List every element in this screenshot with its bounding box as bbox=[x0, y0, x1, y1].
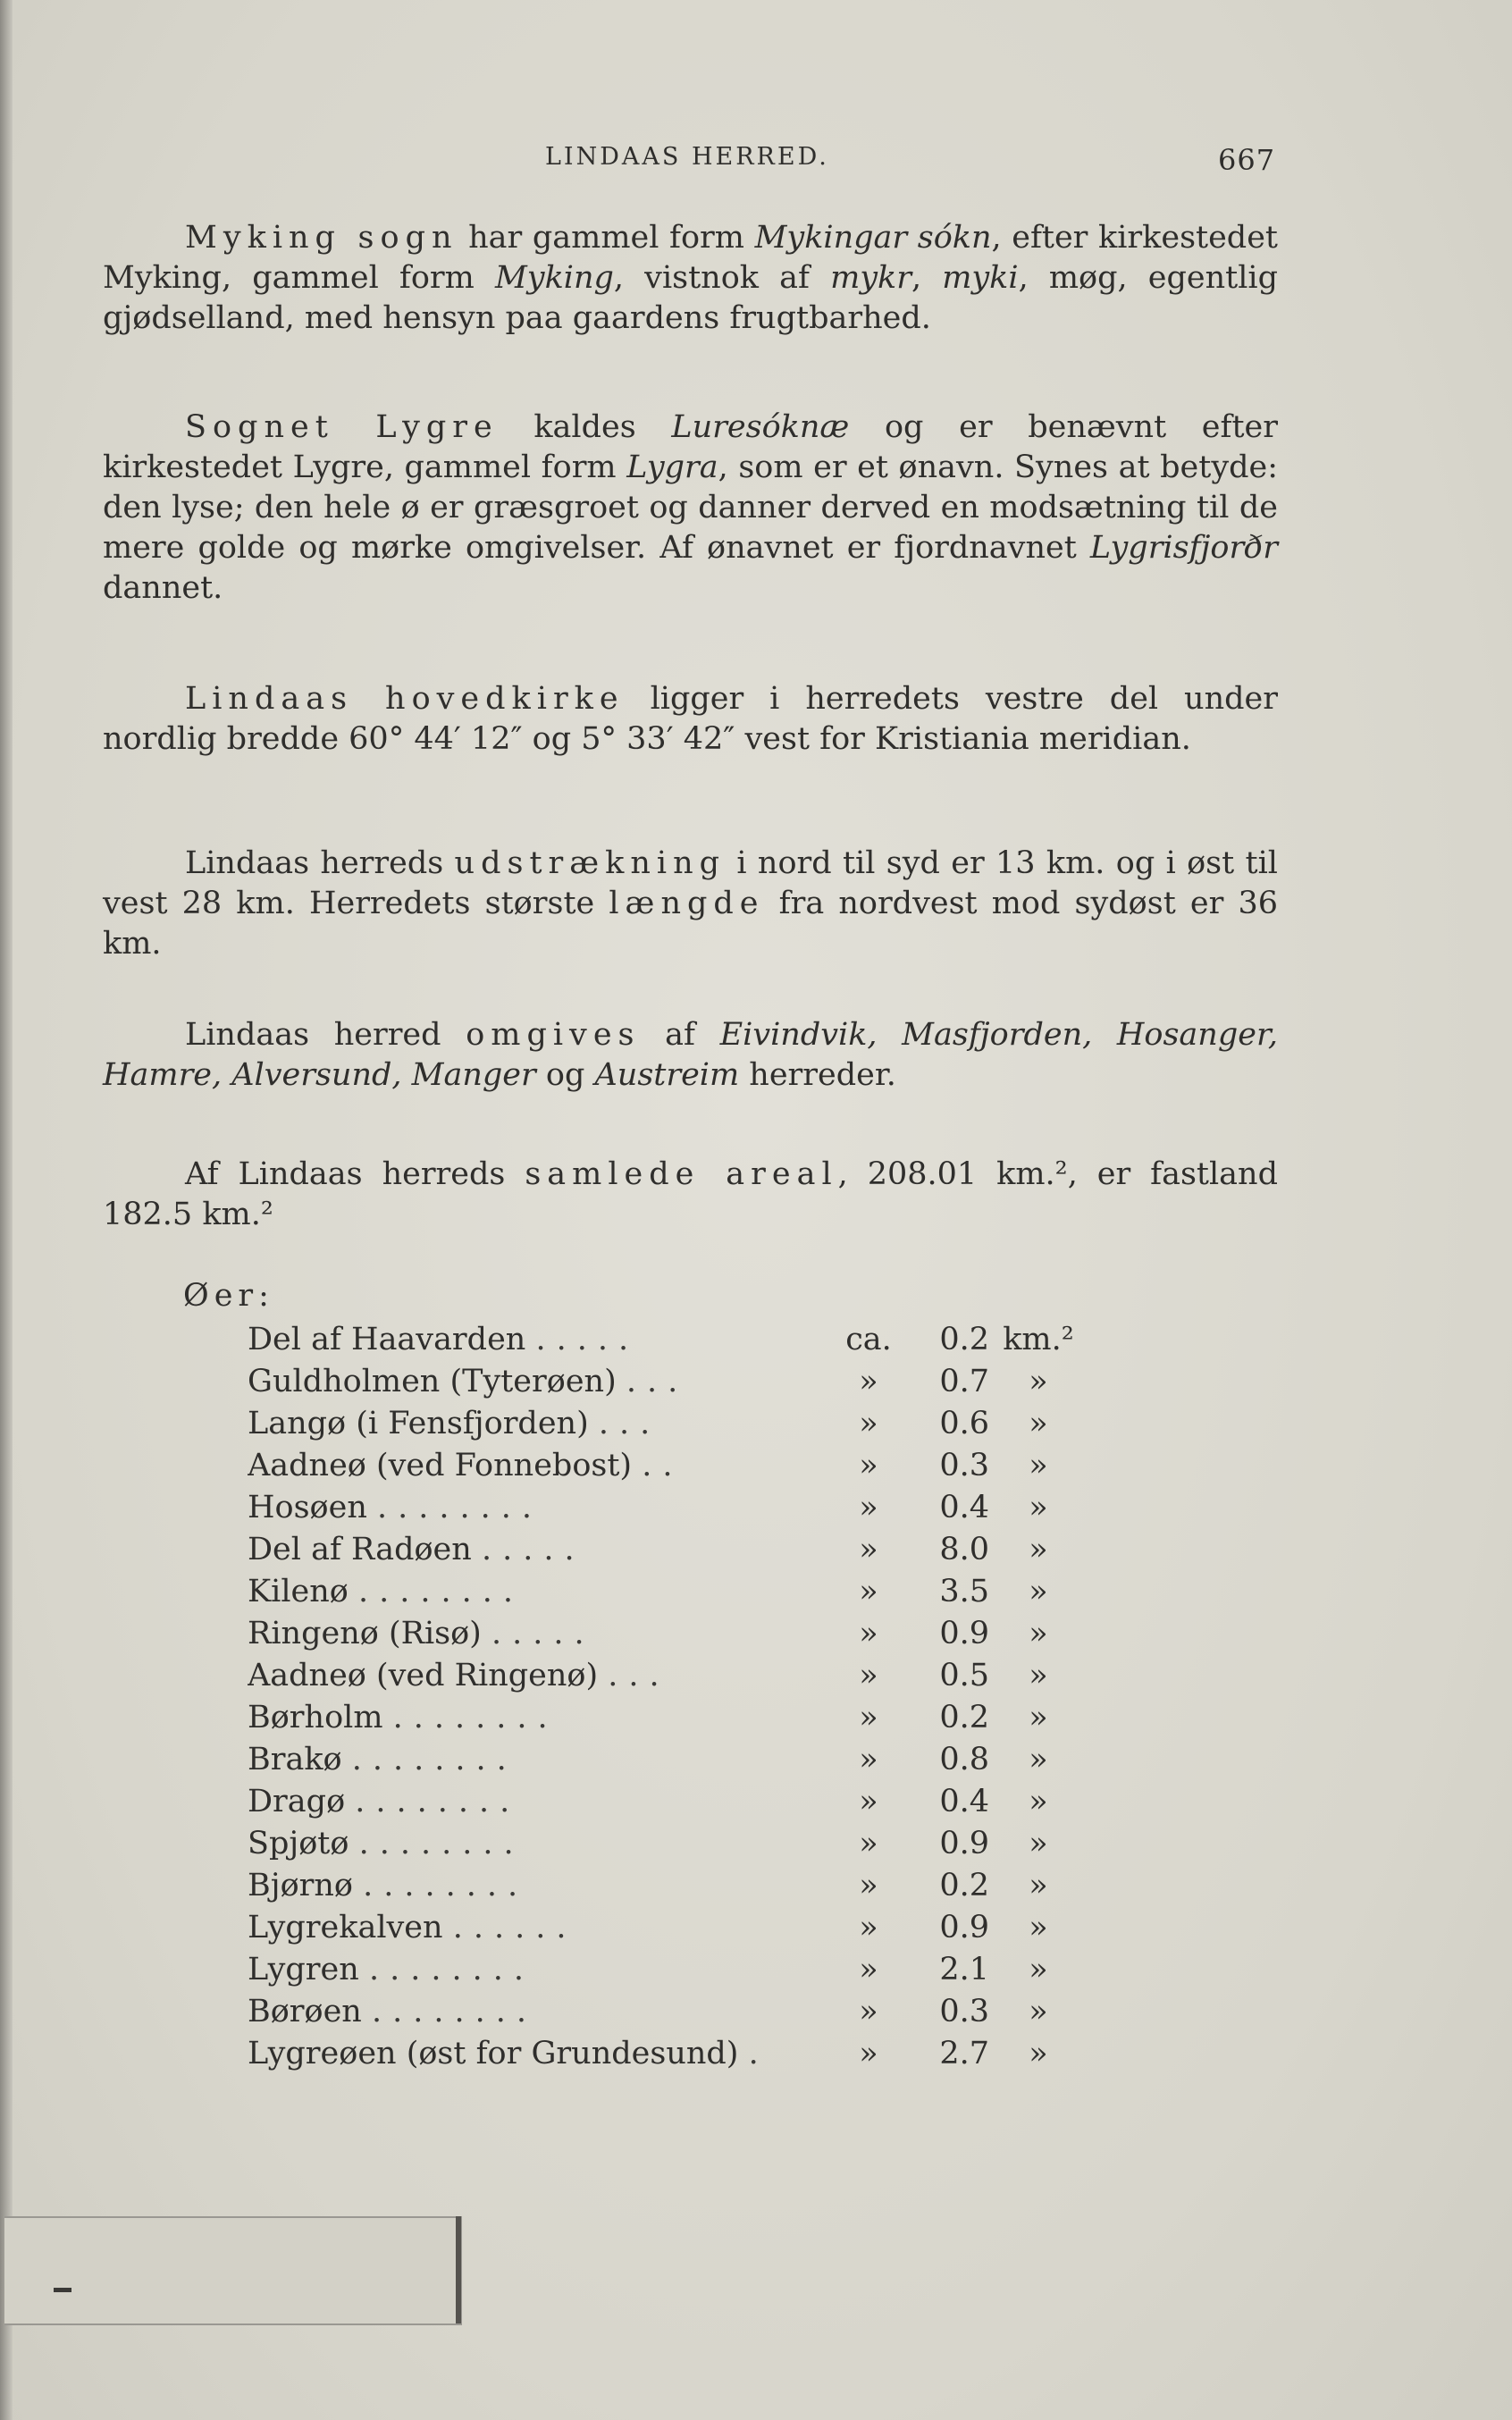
island-prefix: » bbox=[859, 1910, 878, 1945]
island-row bbox=[248, 1571, 1088, 1613]
island-name-cell bbox=[248, 1613, 828, 1655]
text: dannet. bbox=[103, 570, 223, 606]
island-name: Bjørnø bbox=[248, 1868, 353, 1903]
island-row bbox=[248, 1613, 1088, 1655]
text: , efter kirkestedet Myking, gammel form bbox=[103, 220, 1278, 296]
island-area: 0.6 bbox=[939, 1406, 989, 1441]
island-prefix: » bbox=[859, 1994, 878, 2029]
island-area: 0.4 bbox=[939, 1784, 989, 1819]
leader-dots: ........ bbox=[372, 1994, 538, 2029]
island-unit: » bbox=[1029, 1574, 1048, 1609]
island-prefix: » bbox=[859, 1532, 878, 1567]
island-prefix: » bbox=[859, 1490, 878, 1525]
leader-dots: ........ bbox=[358, 1574, 525, 1609]
island-unit: » bbox=[1029, 1994, 1048, 2029]
island-name: Brakø bbox=[248, 1742, 342, 1777]
paragraph-omgives bbox=[103, 1015, 1278, 1096]
island-name: Langø (i Fensfjorden) bbox=[248, 1406, 589, 1441]
text: , vistnok af bbox=[613, 260, 831, 296]
island-name-cell bbox=[248, 1949, 828, 1991]
island-unit: » bbox=[1029, 1910, 1048, 1945]
paragraph-udstraekning bbox=[103, 844, 1278, 964]
spaced-term: Sognet Lygre bbox=[185, 409, 499, 445]
island-name: Kilenø bbox=[248, 1574, 349, 1609]
island-name-cell bbox=[248, 1697, 828, 1739]
island-prefix: » bbox=[859, 1616, 878, 1651]
island-name: Aadneø (ved Fonnebost) bbox=[248, 1448, 633, 1483]
island-unit: » bbox=[1029, 1784, 1048, 1819]
island-unit: » bbox=[1029, 1952, 1048, 1987]
island-name-cell bbox=[248, 1319, 828, 1361]
island-name: Del af Radøen bbox=[248, 1532, 472, 1567]
island-name-cell bbox=[248, 2033, 828, 2075]
island-unit: » bbox=[1029, 2036, 1048, 2071]
island-area: 0.9 bbox=[939, 1826, 989, 1861]
text: , 208.01 km.², er fastland 182.5 km.² bbox=[103, 1156, 1278, 1232]
island-prefix: » bbox=[859, 1742, 878, 1777]
island-unit: » bbox=[1029, 1742, 1048, 1777]
island-area: 0.3 bbox=[939, 1994, 989, 2029]
paragraph-lygre bbox=[103, 408, 1278, 609]
italic-term: Lygra bbox=[626, 450, 718, 485]
island-unit: km.² bbox=[1003, 1322, 1074, 1357]
island-unit: » bbox=[1029, 1532, 1048, 1567]
island-name-cell bbox=[248, 1907, 828, 1949]
text: kaldes bbox=[498, 409, 672, 445]
italic-term: Austreim bbox=[594, 1057, 740, 1093]
italic-term: Mykingar sókn bbox=[754, 220, 992, 256]
spaced-term: Myking sogn bbox=[185, 220, 458, 256]
leader-dots: ........ bbox=[358, 1826, 525, 1861]
label-mark bbox=[54, 2288, 71, 2292]
island-unit: » bbox=[1029, 1490, 1048, 1525]
island-name: Spjøtø bbox=[248, 1826, 349, 1861]
leader-dots: ..... bbox=[535, 1322, 640, 1357]
italic-term: Luresóknæ bbox=[671, 409, 850, 445]
island-prefix: ca. bbox=[845, 1322, 892, 1357]
island-name: Aadneø (ved Ringenø) bbox=[248, 1658, 599, 1693]
text: fra nordvest mod sydøst er 36 km. bbox=[103, 886, 1278, 962]
island-name-cell bbox=[248, 1739, 828, 1781]
island-area: 0.3 bbox=[939, 1448, 989, 1483]
spaced-term: Lindaas hovedkirke bbox=[185, 681, 625, 717]
text: Af Lindaas herreds bbox=[185, 1156, 525, 1192]
text: i nord til syd er 13 km. og i øst til vest 28 km. Herredets største bbox=[103, 845, 1278, 921]
leader-dots: ........ bbox=[363, 1868, 529, 1903]
spaced-term: samlede areal bbox=[525, 1156, 838, 1192]
island-unit: » bbox=[1029, 1658, 1048, 1693]
island-name: Lygren bbox=[248, 1952, 359, 1987]
page-edge bbox=[0, 0, 13, 2420]
text: herreder. bbox=[739, 1057, 896, 1093]
italic-term: Eivindvik, Masfjorden, Hosanger, Hamre, Alversund, Manger bbox=[103, 1017, 1278, 1093]
island-prefix: » bbox=[859, 1868, 878, 1903]
text: og er benævnt efter kirkestedet Lygre, gammel form bbox=[103, 409, 1278, 485]
island-name: Lygreøen (øst for Grundesund) bbox=[248, 2036, 739, 2071]
island-area: 0.9 bbox=[939, 1616, 989, 1651]
leader-dots: ..... bbox=[481, 1532, 585, 1567]
island-prefix: » bbox=[859, 1952, 878, 1987]
island-area: 0.2 bbox=[939, 1700, 989, 1735]
paragraph-areal bbox=[103, 1155, 1278, 1235]
island-area: 0.2 bbox=[939, 1322, 989, 1357]
island-unit: » bbox=[1029, 1826, 1048, 1861]
spaced-term: længde bbox=[609, 886, 765, 921]
leader-dots: ........ bbox=[355, 1784, 521, 1819]
island-row bbox=[248, 1487, 1088, 1529]
island-unit: » bbox=[1029, 1616, 1048, 1651]
island-row bbox=[248, 1781, 1088, 1823]
island-name: Ringenø (Risø) bbox=[248, 1616, 482, 1651]
island-name: Hosøen bbox=[248, 1490, 367, 1525]
leader-dots: ..... bbox=[491, 1616, 595, 1651]
island-prefix: » bbox=[859, 1826, 878, 1861]
island-row bbox=[248, 1991, 1088, 2033]
island-name-cell bbox=[248, 1487, 828, 1529]
italic-term: mykr bbox=[830, 260, 911, 296]
text: , bbox=[911, 260, 943, 296]
island-name: Børholm bbox=[248, 1700, 383, 1735]
library-label bbox=[4, 2216, 462, 2325]
page-header bbox=[0, 143, 1512, 179]
island-unit: » bbox=[1029, 1700, 1048, 1735]
island-row bbox=[248, 1529, 1088, 1571]
island-name: Dragø bbox=[248, 1784, 346, 1819]
island-prefix: » bbox=[859, 1574, 878, 1609]
island-prefix: » bbox=[859, 2036, 878, 2071]
island-area: 2.1 bbox=[939, 1952, 989, 1987]
spaced-term: omgives bbox=[466, 1017, 641, 1053]
island-name: Del af Haavarden bbox=[248, 1322, 526, 1357]
island-row bbox=[248, 1949, 1088, 1991]
text: Lindaas herred bbox=[185, 1017, 466, 1053]
island-prefix: » bbox=[859, 1658, 878, 1693]
island-unit: » bbox=[1029, 1364, 1048, 1399]
island-area: 0.2 bbox=[939, 1868, 989, 1903]
leader-dots: ........ bbox=[392, 1700, 559, 1735]
island-area: 0.7 bbox=[939, 1364, 989, 1399]
island-area: 0.5 bbox=[939, 1658, 989, 1693]
island-name: Børøen bbox=[248, 1994, 362, 2029]
paragraph-hovedkirke bbox=[103, 679, 1278, 760]
leader-dots: ........ bbox=[368, 1952, 534, 1987]
island-name-cell bbox=[248, 1403, 828, 1445]
island-area: 0.9 bbox=[939, 1910, 989, 1945]
island-row bbox=[248, 1445, 1088, 1487]
island-name-cell bbox=[248, 1991, 828, 2033]
island-name-cell bbox=[248, 1823, 828, 1865]
islands-heading: Øer: bbox=[183, 1278, 274, 1314]
page-number: 667 bbox=[1218, 143, 1276, 177]
island-row bbox=[248, 1403, 1088, 1445]
island-name-cell bbox=[248, 1781, 828, 1823]
island-row bbox=[248, 1361, 1088, 1403]
island-row bbox=[248, 1697, 1088, 1739]
leader-dots: ...... bbox=[452, 1910, 577, 1945]
island-area: 8.0 bbox=[939, 1532, 989, 1567]
text: ligger i herredets vestre del under nordlig bredde 60° 44′ 12″ og 5° 33′ 42″ vest for Kristiania meridian. bbox=[103, 681, 1278, 757]
island-row bbox=[248, 1655, 1088, 1697]
leader-dots: ... bbox=[608, 1658, 670, 1693]
leader-dots: .. bbox=[642, 1448, 684, 1483]
island-area: 0.8 bbox=[939, 1742, 989, 1777]
island-name-cell bbox=[248, 1529, 828, 1571]
island-prefix: » bbox=[859, 1784, 878, 1819]
leader-dots: ... bbox=[598, 1406, 661, 1441]
italic-term: Myking bbox=[494, 260, 614, 296]
island-prefix: » bbox=[859, 1700, 878, 1735]
island-area: 3.5 bbox=[939, 1574, 989, 1609]
island-unit: » bbox=[1029, 1406, 1048, 1441]
island-name-cell bbox=[248, 1655, 828, 1697]
island-row bbox=[248, 1907, 1088, 1949]
island-name-cell bbox=[248, 1361, 828, 1403]
spaced-term: udstrækning bbox=[454, 845, 727, 881]
island-name-cell bbox=[248, 1445, 828, 1487]
label-edge bbox=[456, 2216, 461, 2323]
text: , som er et ønavn. Synes at betyde: den lyse; den hele ø er græsgroet og danner derved en modsætning til de mere golde og mørke omgivelser. Af ønavnet er fjordnavnet bbox=[103, 450, 1278, 566]
island-row bbox=[248, 1319, 1088, 1361]
island-row bbox=[248, 1739, 1088, 1781]
island-name: Lygrekalven bbox=[248, 1910, 443, 1945]
island-row bbox=[248, 2033, 1088, 2075]
running-head: LINDAAS HERRED. bbox=[545, 143, 829, 171]
text: , møg, egentlig gjødselland, med hensyn paa gaardens frugtbarhed. bbox=[103, 260, 1278, 336]
island-name-cell bbox=[248, 1865, 828, 1907]
island-prefix: » bbox=[859, 1448, 878, 1483]
text: Lindaas herreds bbox=[185, 845, 455, 881]
island-area: 2.7 bbox=[939, 2036, 989, 2071]
paragraph-myking bbox=[103, 218, 1278, 339]
text: og bbox=[535, 1057, 595, 1093]
text: af bbox=[640, 1017, 720, 1053]
island-prefix: » bbox=[859, 1406, 878, 1441]
leader-dots: ........ bbox=[351, 1742, 517, 1777]
island-name: Guldholmen (Tyterøen) bbox=[248, 1364, 617, 1399]
island-prefix: » bbox=[859, 1364, 878, 1399]
island-row bbox=[248, 1823, 1088, 1865]
islands-table bbox=[248, 1319, 1088, 2075]
island-area: 0.4 bbox=[939, 1490, 989, 1525]
island-unit: » bbox=[1029, 1448, 1048, 1483]
leader-dots: ... bbox=[626, 1364, 689, 1399]
island-unit: » bbox=[1029, 1868, 1048, 1903]
text: har gammel form bbox=[458, 220, 755, 256]
leader-dots: ........ bbox=[377, 1490, 543, 1525]
italic-term: myki bbox=[942, 260, 1019, 296]
leader-dots: . bbox=[748, 2036, 769, 2071]
island-name-cell bbox=[248, 1571, 828, 1613]
italic-term: Lygrisfjorðr bbox=[1089, 530, 1278, 566]
island-row bbox=[248, 1865, 1088, 1907]
